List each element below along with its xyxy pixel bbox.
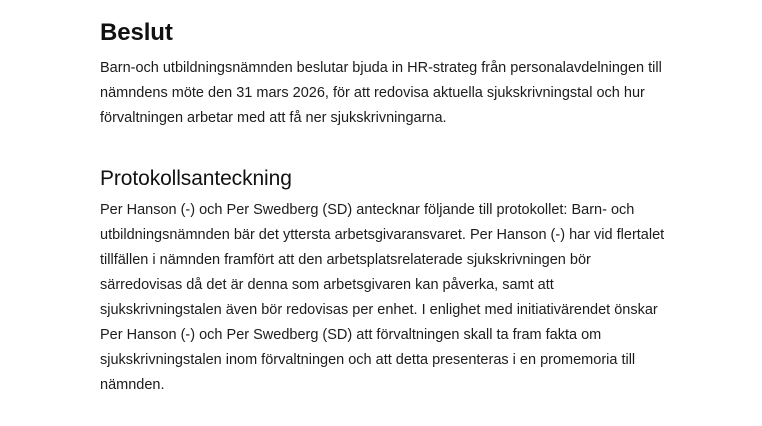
section-spacer xyxy=(100,153,670,165)
section-protokollsanteckning xyxy=(100,165,670,398)
document-content xyxy=(100,18,670,398)
section-heading-beslut: Beslut xyxy=(100,19,173,46)
section-paragraph-beslut: Barn-och utbildningsnämnden beslutar bjuda in HR-strateg från personalavdelningen till nämndens möte den 31 mars 2026, för att redovisa aktuella sjukskrivningstal och hur förvaltningen arbetar med att få ner sjukskrivningarna. xyxy=(100,60,662,126)
section-beslut xyxy=(100,18,670,131)
section-heading-protokollsanteckning: Protokollsanteckning xyxy=(100,166,292,190)
section-paragraph-protokollsanteckning: Per Hanson (-) och Per Swedberg (SD) antecknar följande till protokollet: Barn- och utbildningsnämnden bär det yttersta arbetsgivaransvaret. Per Hanson (-) har vid flertalet tillfällen i nämnden framfört att den arbetsplatsrelaterade sjukskrivningen bör särredovisas då det är denna som arbetsgivaren kan påverka, samt att sjukskrivningstalen även bör redovisas per enhet. I enlighet med initiativärendet önskar Per Hanson (-) och Per Swedberg (SD) att förvaltningen skall ta fram fakta om sjukskrivningstalen inom förvaltningen och att detta presenteras i en promemoria till nämnden. xyxy=(100,202,665,393)
